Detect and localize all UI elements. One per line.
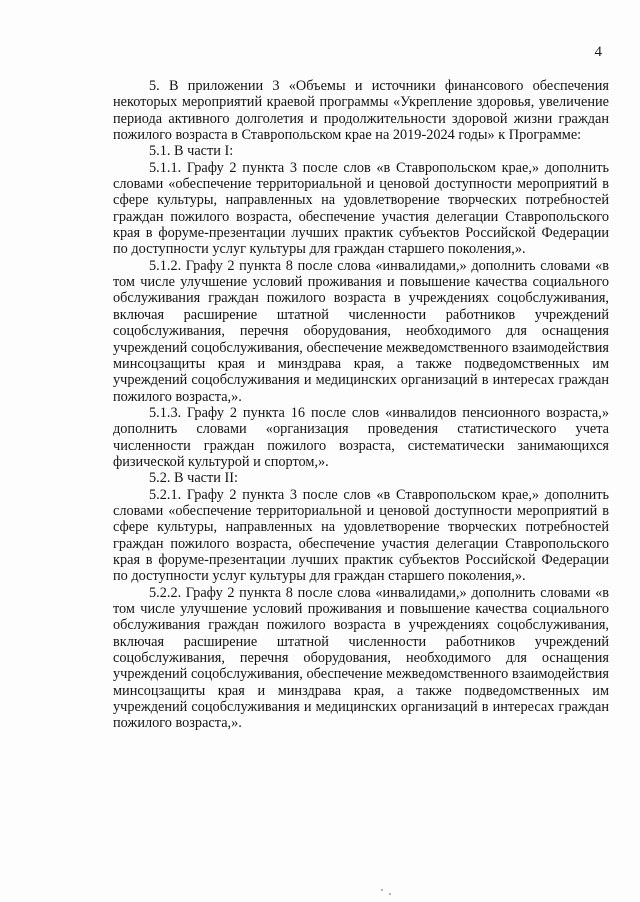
paragraph-item-5: 5. В приложении 3 «Объемы и источники финансового обеспечения некоторых мероприятий краевой программы «Укрепление здоровья, увеличение периода активного долголетия и продолжительности здоровой жизни граждан пожилого возраста в Ставропольском крае на 2019-2024 годы» к Программе:: [113, 78, 609, 144]
paragraph-item-5-2-2: 5.2.2. Графу 2 пункта 8 после слова «инвалидами,» дополнить словами «в том числе улучшение условий проживания и повышение качества социального обслуживания граждан пожилого возраста в учреждениях соцобслуживания, включая расширение штатной численности работников учреждений соцобслуживания, перечня оборудования, необходимого для оснащения учреждений соцобслуживания, обеспечение межведомственного взаимодействия минсоцзащиты края и минздрава края, а также подведомственных им учреждений соцобслуживания и медицинских организаций в интересах граждан пожилого возраста,».: [113, 584, 609, 732]
scan-speck: [389, 893, 391, 895]
paragraph-item-5-2: 5.2. В части II:: [149, 470, 238, 487]
page-number: 4: [594, 44, 602, 60]
scan-speck: [381, 889, 383, 891]
paragraph-item-5-1-3: 5.1.3. Графу 2 пункта 16 после слов «инвалидов пенсионного возраста,» дополнить словами «организация проведения статистического учета численности граждан пожилого возраста, систематически занимающихся физической культурой и спортом,».: [113, 404, 609, 470]
document-body: [113, 78, 609, 732]
paragraph-item-5-1-1: 5.1.1. Графу 2 пункта 3 после слов «в Ставропольском крае,» дополнить словами «обеспечение территориальной и ценовой доступности мероприятий в сфере культуры, направленных на удовлетворение творческих потребностей граждан пожилого возраста, обеспечение участия делегации Ставропольского края в форуме-презентации лучших практик субъектов Российской Федерации по доступности услуг культуры для граждан старшего поколения,».: [113, 159, 609, 258]
paragraph-item-5-1: 5.1. В части I:: [149, 143, 234, 160]
paragraph-item-5-1-2: 5.1.2. Графу 2 пункта 8 после слова «инвалидами,» дополнить словами «в том числе улучшение условий проживания и повышение качества социального обслуживания граждан пожилого возраста в учреждениях соцобслуживания, включая расширение штатной численности работников учреждений соцобслуживания, перечня оборудования, необходимого для оснащения учреждений соцобслуживания, обеспечение межведомственного взаимодействия минсоцзащиты края и минздрава края, а также подведомственных им учреждений соцобслуживания и медицинских организаций в интересах граждан пожилого возраста,».: [113, 257, 609, 405]
paragraph-item-5-2-1: 5.2.1. Графу 2 пункта 3 после слов «в Ставропольском крае,» дополнить словами «обеспечение территориальной и ценовой доступности мероприятий в сфере культуры, направленных на удовлетворение творческих потребностей граждан пожилого возраста, обеспечение участия делегации Ставропольского края в форуме-презентации лучших практик субъектов Российской Федерации по доступности услуг культуры для граждан старшего поколения,».: [113, 486, 609, 585]
